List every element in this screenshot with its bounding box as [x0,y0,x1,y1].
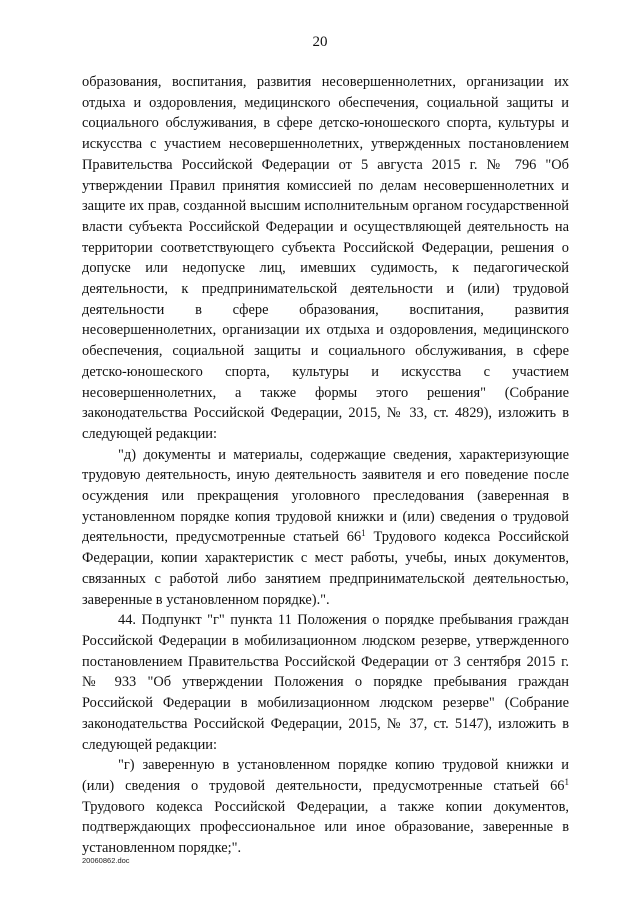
superscript: 1 [361,528,366,539]
document-body [82,72,569,859]
paragraph-continuation: образования, воспитания, развития несовершеннолетних, организации их отдыха и оздоровления, медицинского обеспечения, социальной защиты и социального обслуживания, в сфере детско-юношеского спорта, культуры и искусства с участием несовершеннолетних, утвержденных постановлением Правительства Российской Федерации от 5 августа 2015 г. № 796 "Об утверждении Правил принятия комиссией по делам несовершеннолетних и защите их прав, созданной высшим исполнительным органом государственной власти субъекта Российской Федерации и осуществляющей деятельность на территории соответствующего субъекта Российской Федерации, решения о допуске или недопуске лиц, имевших судимость, к педагогической деятельности, к предпринимательской деятельности и (или) трудовой деятельности в сфере образования, воспитания, развития несовершеннолетних, организации их отдыха и оздоровления, медицинского обеспечения, социальной защиты и социального обслуживания, в сфере детско-юношеского спорта, культуры и искусства с участием несовершеннолетних, а также формы этого решения" (Собрание законодательства Российской Федерации, 2015, № 33, ст. 4829), изложить в следующей редакции: [82,74,569,442]
paragraph-text: "д) документы и материалы, содержащие сведения, характеризующие трудовую деятельность, иную деятельность заявителя и его поведение после осуждения или прекращения уголовного преследования (заверенная в установленном порядке копия трудовой книжки и (или) сведения о трудовой деятельности, предусмотренные статьей 66 [82,446,569,546]
paragraph-text: Трудового кодекса Российской Федерации, а также копии документов, подтверждающих профессиональное или иное образование, заверенные в установленном порядке;". [82,798,569,857]
document-file-code: 20060862.doc [82,856,130,865]
paragraph-quoted-item-d [82,445,569,611]
paragraph-text: "г) заверенную в установленном порядке копию трудовой книжки и (или) сведения о трудовой деятельности, предусмотренные статьей 66 [82,757,569,794]
paragraph-text: Трудового кодекса Российской Федерации, копии характеристик с мест работы, учебы, иных документов, связанных с работой либо занятием предпринимательской деятельностью, заверенные в установленном порядке).". [82,529,569,608]
page-number: 20 [312,34,328,50]
superscript: 1 [564,776,569,787]
paragraph-item-44: 44. Подпункт "г" пункта 11 Положения о порядке пребывания граждан Российской Федерации в мобилизационном людском резерве, утвержденного постановлением Правительства Российской Федерации от 3 сентября 2015 г. № 933 "Об утверждении Положения о порядке пребывания граждан Российской Федерации в мобилизационном людском резерве" (Собрание законодательства Российской Федерации, 2015, № 37, ст. 5147), изложить в следующей редакции: [82,612,569,753]
paragraph-quoted-item-g [82,755,569,859]
